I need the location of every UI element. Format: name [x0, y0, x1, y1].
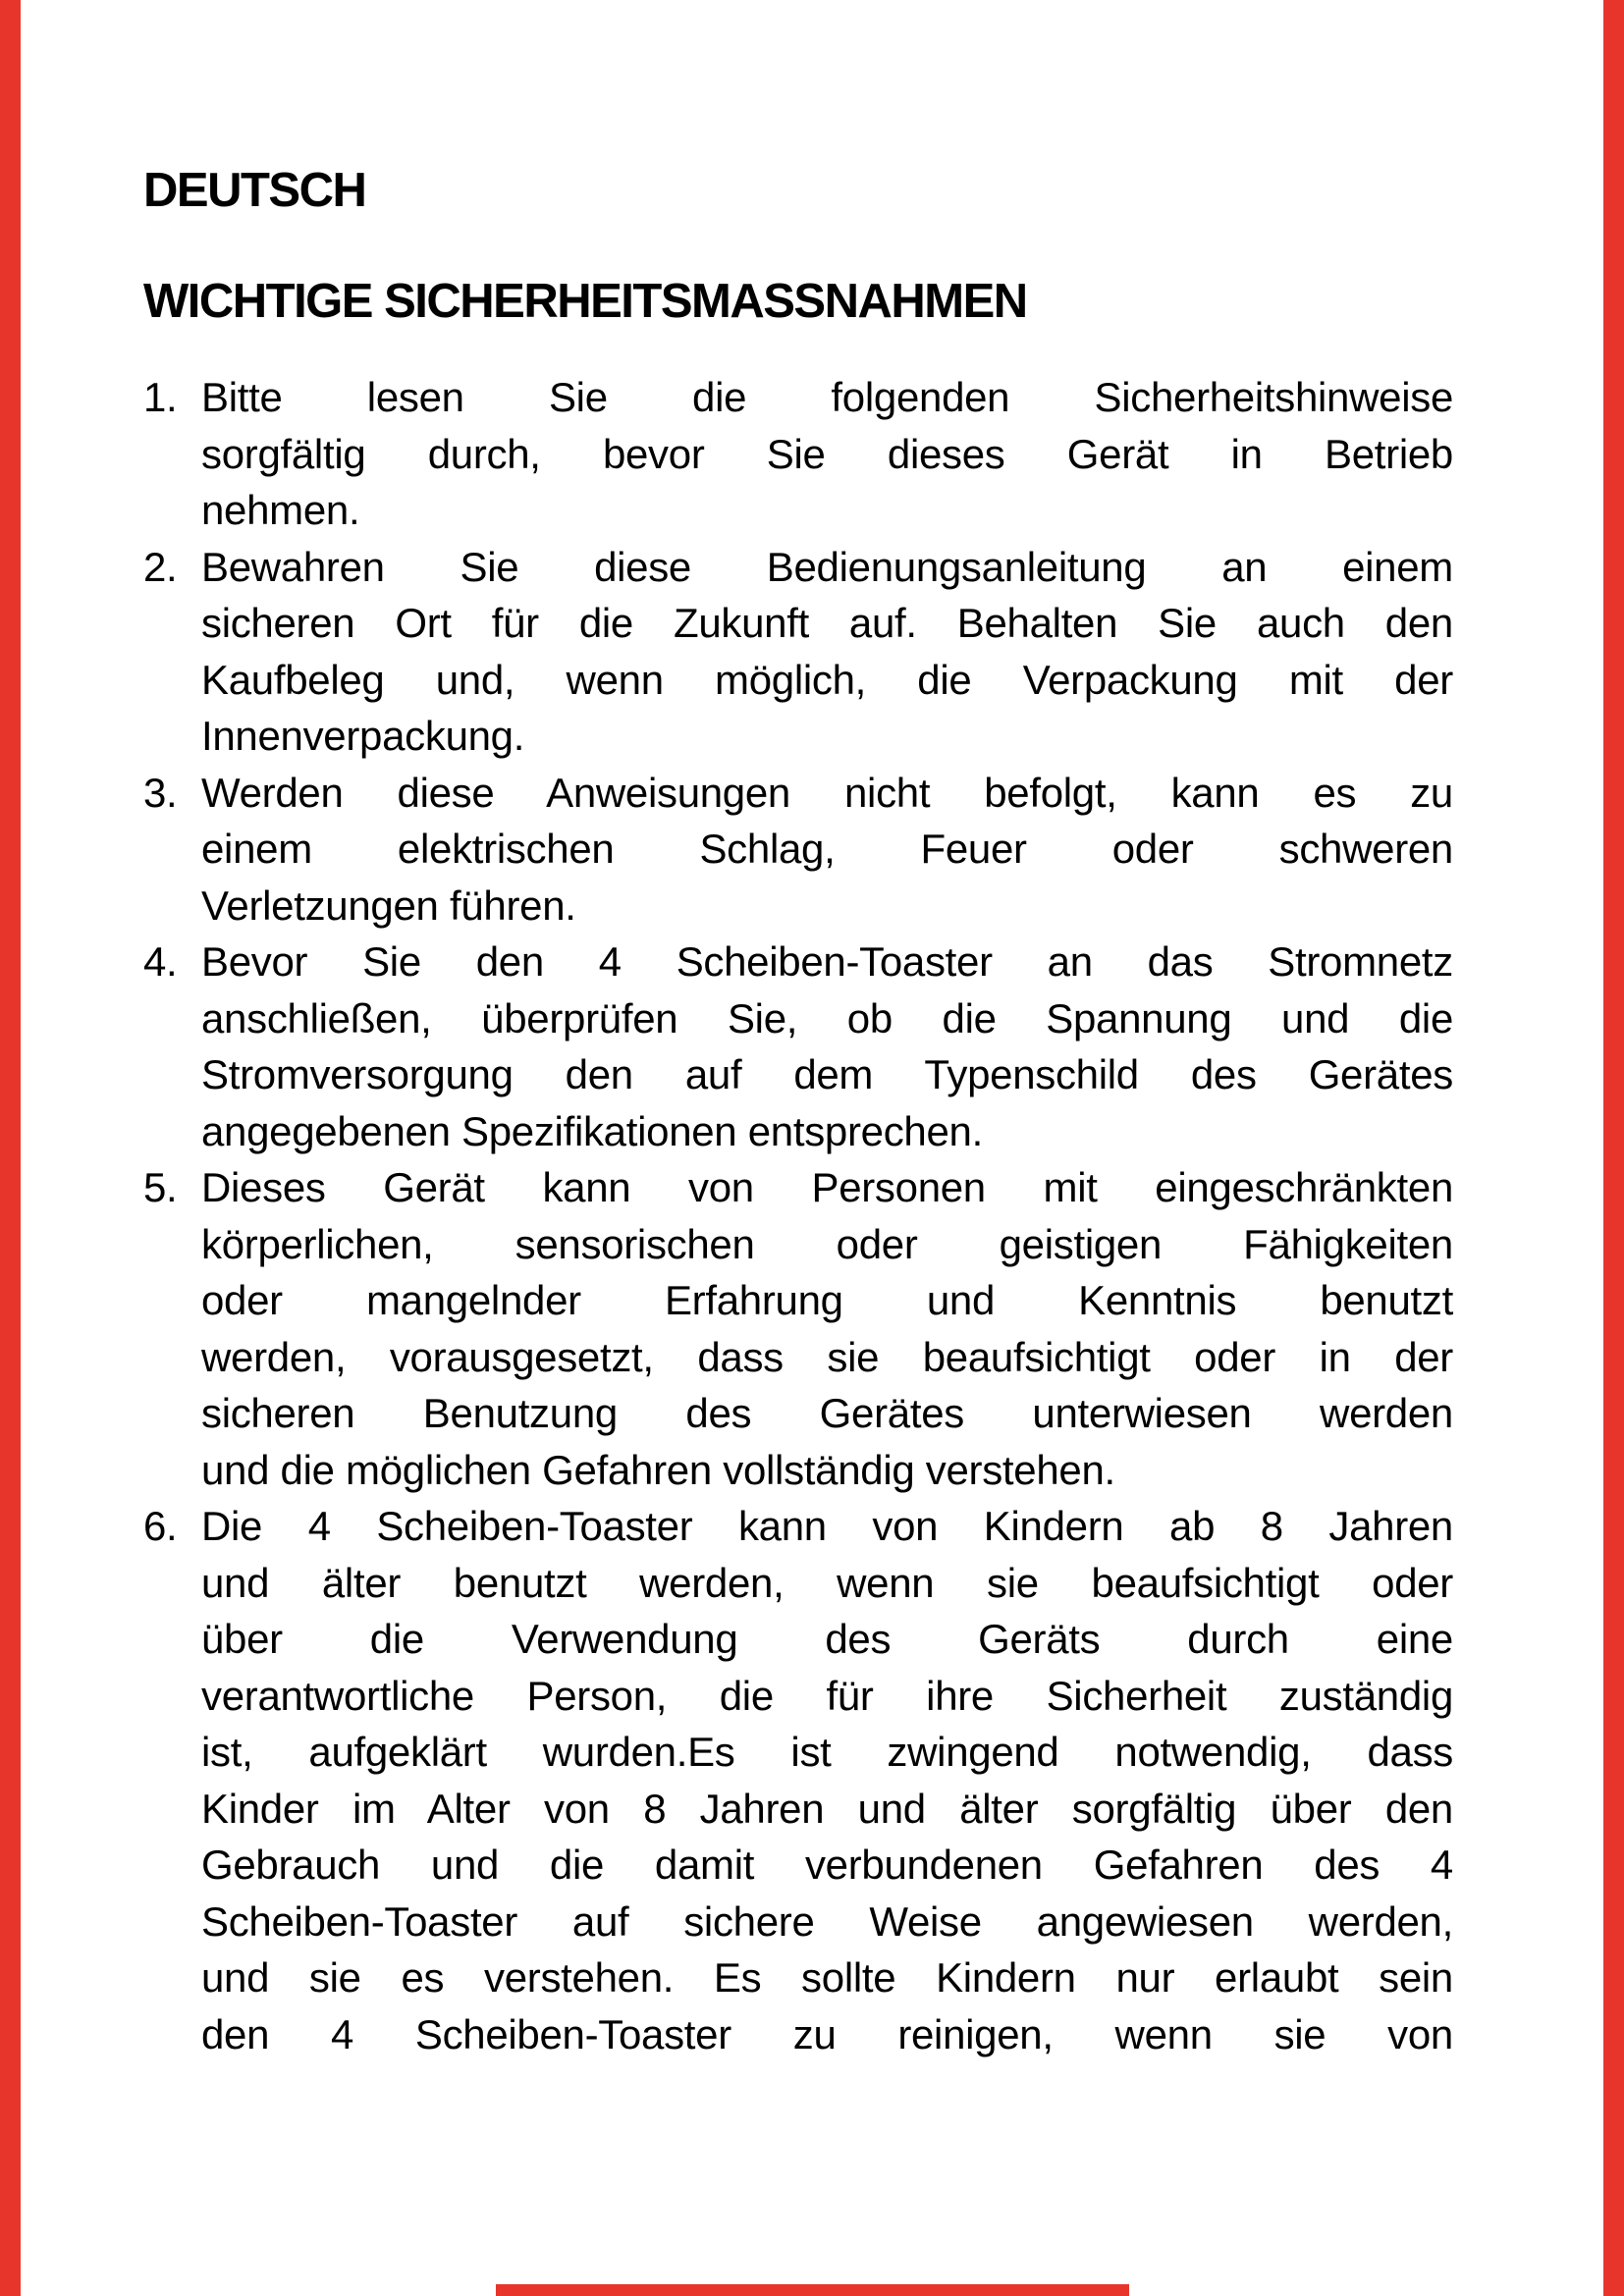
text-line: Bewahren Sie diese Bedienungsanleitung an einem [201, 543, 1453, 590]
safety-list [143, 369, 1453, 2062]
page-edge-mark-bottom [496, 2284, 1129, 2296]
list-item [143, 369, 1453, 539]
text-line: angegebenen Spezifikationen entsprechen. [201, 1107, 983, 1154]
text-line: einem elektrischen Schlag, Feuer oder schweren [201, 826, 1453, 872]
text-line: verantwortliche Person, die für ihre Sicherheit zuständig [201, 1672, 1453, 1719]
item-number: 6. [143, 1503, 178, 1549]
text-line: Die 4 Scheiben-Toaster kann von Kindern ab 8 Jahren [201, 1503, 1453, 1549]
text-line: über die Verwendung des Geräts durch eine [201, 1616, 1453, 1662]
page-edge-mark-left [0, 0, 21, 2296]
list-item [143, 1159, 1453, 1498]
text-line: sicheren Benutzung des Gerätes unterwiesen werden [201, 1390, 1453, 1436]
list-item [143, 765, 1453, 934]
text-line: Gebrauch und die damit verbundenen Gefahren des 4 [201, 1842, 1453, 1888]
list-item [143, 934, 1453, 1159]
text-line: den 4 Scheiben-Toaster zu reinigen, wenn sie von [201, 2010, 1453, 2057]
text-line: körperlichen, sensorischen oder geistigen Fähigkeiten [201, 1220, 1453, 1267]
text-line: Innenverpackung. [201, 713, 525, 759]
language-heading: DEUTSCH [143, 164, 366, 217]
list-item [143, 539, 1453, 765]
item-number: 1. [143, 374, 178, 420]
text-line: Verletzungen führen. [201, 881, 576, 929]
text-line: Kinder im Alter von 8 Jahren und älter sorgfältig über den [201, 1785, 1453, 1832]
text-line: und älter benutzt werden, wenn sie beaufsichtigt oder [201, 1559, 1453, 1606]
item-number: 4. [143, 938, 178, 985]
item-number: 2. [143, 543, 178, 590]
text-line: Werden diese Anweisungen nicht befolgt, kann es zu [201, 769, 1453, 816]
text-line: Bevor Sie den 4 Scheiben-Toaster an das Stromnetz [201, 938, 1453, 985]
text-line: Stromversorgung den auf dem Typenschild des Gerätes [201, 1051, 1453, 1097]
text-line: Dieses Gerät kann von Personen mit eingeschränkten [201, 1164, 1453, 1210]
page-edge-mark-right [1603, 0, 1624, 2296]
section-heading: WICHTIGE SICHERHEITSMASSNAHMEN [143, 275, 1027, 328]
text-line: und die möglichen Gefahren vollständig verstehen. [201, 1446, 1115, 1493]
text-line: Scheiben-Toaster auf sichere Weise angewiesen werden, [201, 1897, 1453, 1945]
list-item [143, 1498, 1453, 2062]
text-line: und sie es verstehen. Es sollte Kindern nur erlaubt sein [201, 1954, 1453, 2001]
text-line: oder mangelnder Erfahrung und Kenntnis benutzt [201, 1277, 1453, 1323]
text-line: sicheren Ort für die Zukunft auf. Behalten Sie auch den [201, 600, 1453, 646]
text-line: Kaufbeleg und, wenn möglich, die Verpackung mit der [201, 656, 1453, 703]
item-number: 3. [143, 769, 178, 816]
item-number: 5. [143, 1164, 178, 1210]
text-line: ist, aufgeklärt wurden.Es ist zwingend notwendig, dass [201, 1729, 1453, 1775]
text-line: sorgfältig durch, bevor Sie dieses Gerät in Betrieb [201, 430, 1453, 477]
text-line: nehmen. [201, 487, 360, 533]
text-line: anschließen, überprüfen Sie, ob die Spannung und die [201, 994, 1453, 1041]
text-line: Bitte lesen Sie die folgenden Sicherheitshinweise [201, 374, 1453, 420]
text-line: werden, vorausgesetzt, dass sie beaufsichtigt oder in der [201, 1333, 1453, 1380]
